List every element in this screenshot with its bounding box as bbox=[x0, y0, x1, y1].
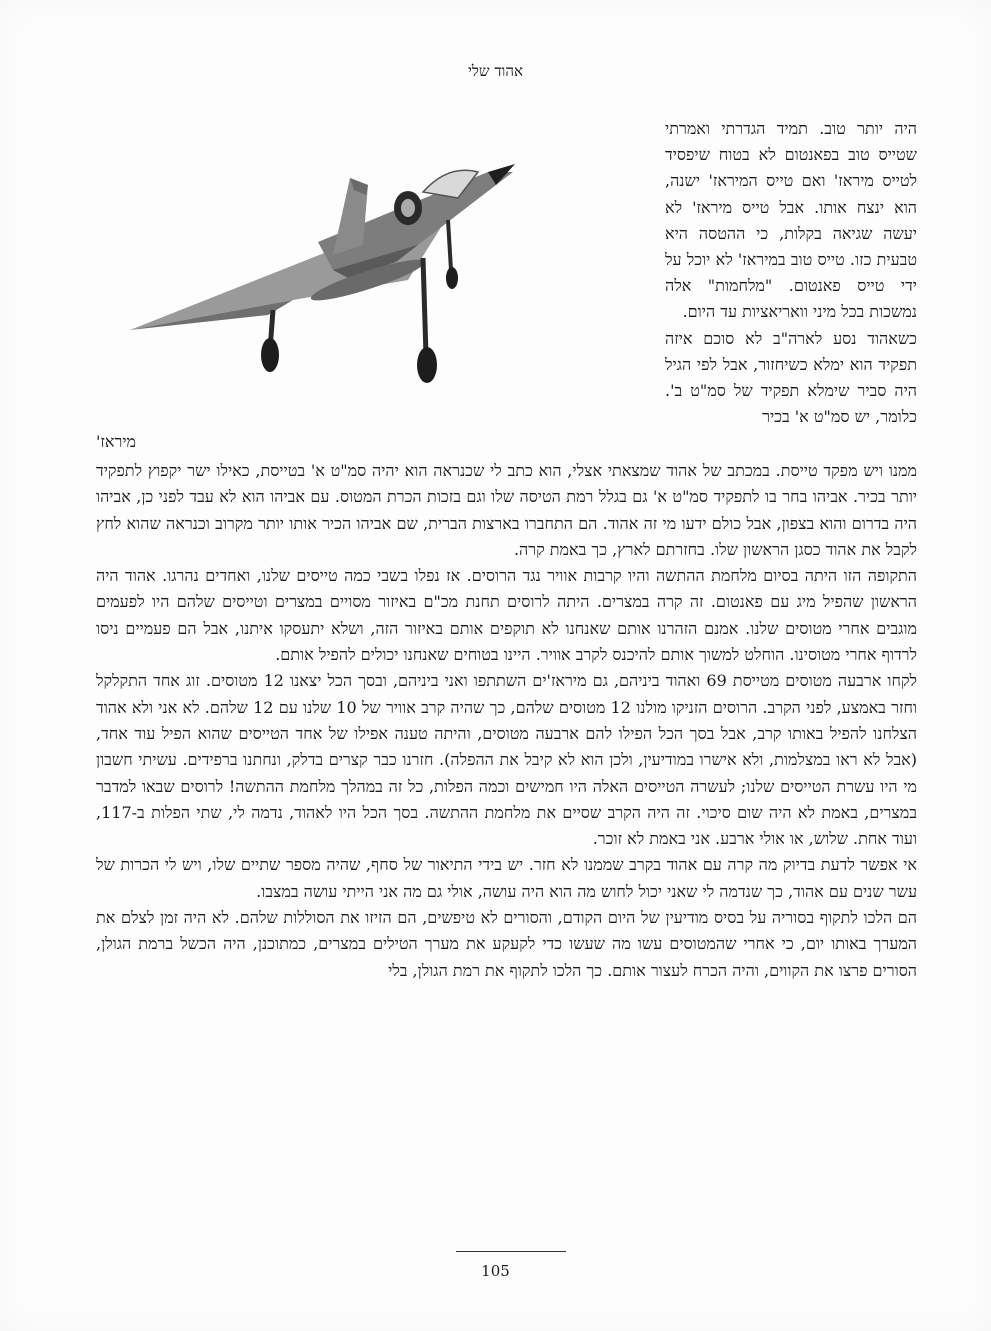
text-column-full bbox=[96, 458, 917, 984]
running-head: אהוד שלי bbox=[467, 62, 524, 80]
paragraph: ממנו ויש מפקד טייסת. במכתב של אהוד שמצאתי אצלי, הוא כתב לי שכנראה הוא יהיה סמ"ט א' בטייסת, כאילו ישר יקפוץ לתפקיד יותר בכיר. אביהו בחר בו לתפקיד סמ"ט א' גם בגלל רמת הטיסה שלו וגם בזכות הכרת המטוס. עם אביהו הוא לא עבד לפני כן, אביהו היה בדרום והוא בצפון, אבל כולם ידעו מי זה אהוד. הם התחברו בארצות הברית, שם אביהו הכיר אותו יותר מקרוב וכנראה שהוא לחץ לקבל את אהוד כסגן הראשון שלו. בחזרתם לארץ, כך באמת קרה. bbox=[96, 461, 918, 559]
paragraph: אי אפשר לדעת בדיוק מה קרה עם אהוד בקרב שממנו לא חזר. יש בידי התיאור של סחף, שהיה מספר שתיים שלו, ויש לי הכרות של עשר שנים עם אהוד, כך שנדמה לי שאני יכול לחוש מה הוא היה עושה, אולי גם מה אני הייתי עושה במצבו. bbox=[96, 855, 917, 901]
figure-caption: מיראז' bbox=[96, 432, 136, 451]
paragraph: הם הלכו לתקוף בסוריה על בסיס מודיעין של היום הקודם, והסורים לא טיפשים, הם הזיזו את הסוללות שלהם. לא היה זמן לצלם את המערך באותו יום, כי אחרי שהמטוסים עשו מה שעשו כדי לקעקע את מערך הטילים במצרים, כמתוכנן, היה הכשל ברמת הגולן, הסורים פרצו את הקווים, והיה הכרח לעצור אותם. כך הלכו לתקוף את רמת הגולן, בלי bbox=[96, 908, 918, 980]
footer-rule bbox=[456, 1251, 566, 1252]
text-column-narrow bbox=[665, 116, 917, 430]
mirage-jet-photo bbox=[118, 150, 518, 395]
paragraph: לקחו ארבעה מטוסים מטייסת 69 ואהוד ביניהם, גם מיראז'ים השתתפו ואני ביניהם, ובסך הכל יצאנו 12 מטוסים. זוג אחד התקלקל וחזר באמצע, לפני הקרב. הרוסים הזניקו מולנו 12 מטוסים שלהם, כך שהיה קרב אוויר של 10 שלנו עם 12 שלהם. לא אני ולא אהוד הצלחנו להפיל באותו קרב, אבל בסך הכל הפילו להם ארבעה מטוסים, והיתה טענה אפילו של אחד הטייסים שהוא הפיל עוד אחד, (אבל לא ראו במצלמות, ולא אישרו במודיעין, ולכן הוא לא קיבל את ההפלה). חזרנו כבר קצרים בדלק, ונחתנו ברפידים. עשיתי חשבון מי היו עשרת הטייסים שלנו; לעשרה הטייסים האלה היו חמישים וכמה הפלות, כל זה במהלך מלחמת ההתשה! לרוסים שבאו למדבר במצרים, באמת לא היה שום סיכוי. זה היה הקרב שסיים את מלחמת ההתשה. בסך הכל היו לאהוד, נדמה לי, שתי הפלות ב-117, ועוד אחת. שלוש, או אולי ארבע. אני באמת לא זוכר. bbox=[96, 671, 918, 849]
paragraph: התקופה הזו היתה בסיום מלחמת ההתשה והיו קרבות אוויר נגד הרוסים. אז נפלו בשבי כמה טייסים שלנו, ואחדים נהרגו. אהוד היה הראשון שהפיל מיג עם פאנטום. זה קרה במצרים. היתה לרוסים תחנת מכ"ם באיזור מסויים במצרים וטייסים שלהם היו לפעמים מוגבים אחרי מטוסים שלנו. אמנם הזהרנו אותם שאנחנו לא תוקפים אותם באיזור הזה, ושלא יתעסקו איתנו, אבל הם פעמיים ניסו לרדוף אחרי מטוסינו. הוחלט למשוך אותם להיכנס לקרב אוויר. היינו בטוחים שאנחנו יכולים להפיל אותם. bbox=[96, 566, 917, 665]
paragraph: היה יותר טוב. תמיד הגדרתי ואמרתי שטייס טוב בפאנטום לא בטוח שיפסיד לטייס מיראז' ואם טייס המיראז' ישנה, הוא ינצח אותו. אבל טייס מיראז' לא יעשה שגיאה בקלות, כי ההטסה היא טבעית כזו. טייס טוב במיראז' לא יוכל על ידי טייס פאנטום. "מלחמות" אלה נמשכות בכל מיני וואריאציות עד היום. bbox=[665, 119, 917, 322]
paragraph: כשאהוד נסע לארה"ב לא סוכם איזה תפקיד הוא ימלא כשיחזור, אבל לפי הגיל היה סביר שימלא תפקיד של סמ"ט ב'. כלומר, יש סמ"ט א' בכיר bbox=[665, 328, 917, 427]
page-number: 105 bbox=[481, 1262, 510, 1280]
